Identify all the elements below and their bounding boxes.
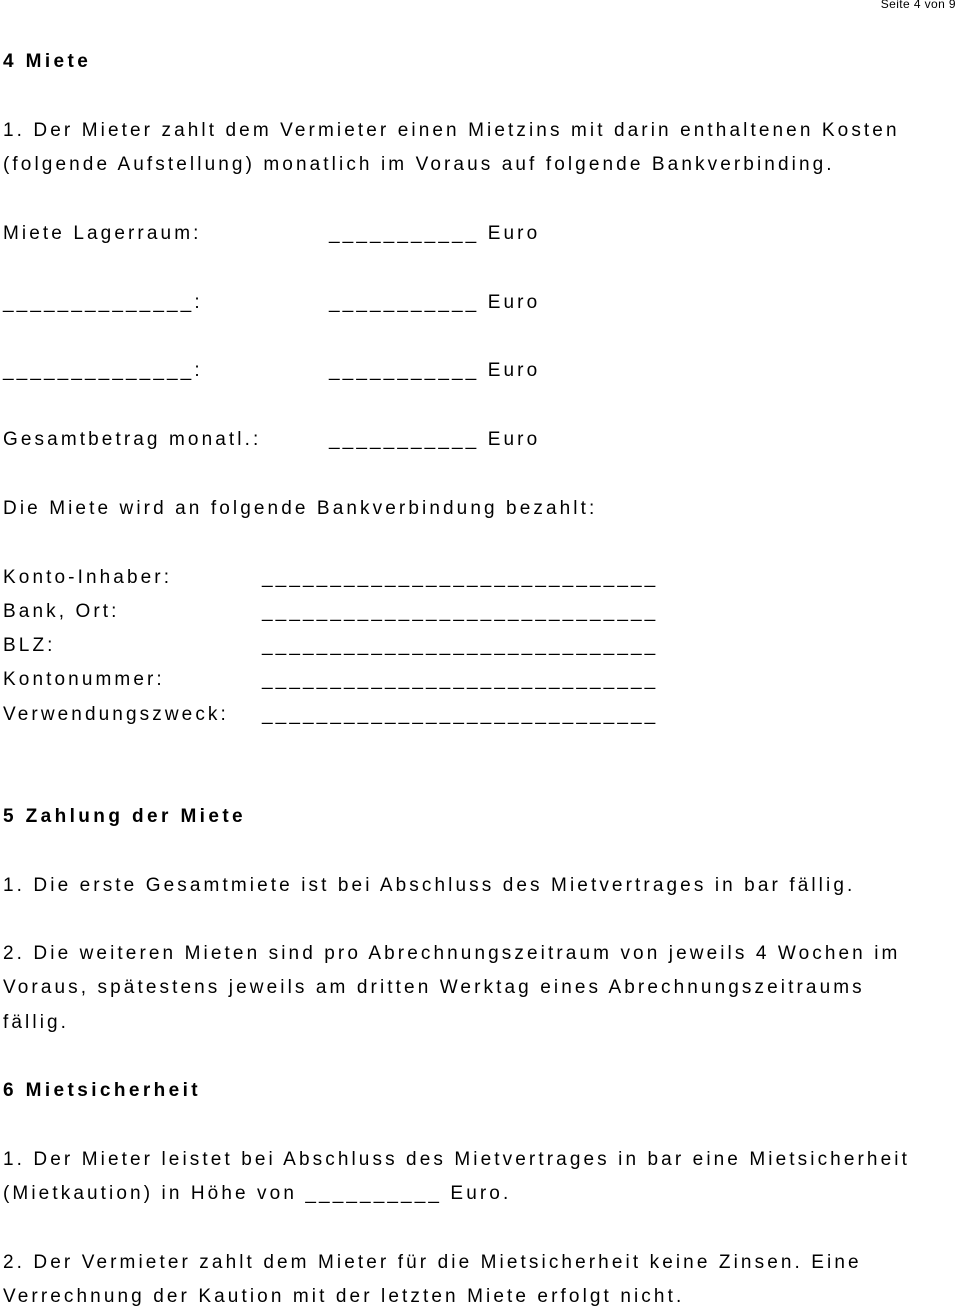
bank-field-bank-label: Bank, Ort: — [3, 601, 120, 622]
section-6-item-1-line-1: 1. Der Mieter leistet bei Abschluss des Mietvertrages in bar eine Mietsicherheit — [3, 1149, 910, 1170]
section-5-item-2-line-1: 2. Die weiteren Mieten sind pro Abrechnungszeitraum von jeweils 4 Wochen im — [3, 943, 901, 964]
section-5-item-2-line-3: fällig. — [3, 1012, 70, 1033]
section-6-heading: 6 Mietsicherheit — [3, 1080, 202, 1101]
section-4-para-1-line-1: 1. Der Mieter zahlt dem Vermieter einen Mietzins mit darin enthaltenen Kosten — [3, 120, 900, 141]
cost-row-rent-amount: ___________ Euro — [329, 223, 541, 244]
bank-field-blz-label: BLZ: — [3, 635, 56, 656]
bank-intro: Die Miete wird an folgende Bankverbindung bezahlt: — [3, 498, 598, 519]
bank-field-account-holder-label: Konto-Inhaber: — [3, 567, 173, 588]
page-number: Seite 4 von 9 — [880, 0, 956, 11]
section-6-item-1-line-2: (Mietkaution) in Höhe von __________ Euro. — [3, 1183, 512, 1204]
cost-row-2-label: ______________: — [3, 292, 203, 313]
section-5-heading: 5 Zahlung der Miete — [3, 806, 247, 827]
section-4-para-1-line-2: (folgende Aufstellung) monatlich im Voraus auf folgende Bankverbinding. — [3, 154, 835, 175]
bank-field-account-number-label: Kontonummer: — [3, 669, 165, 690]
bank-field-purpose-label: Verwendungszweck: — [3, 704, 229, 725]
cost-row-3-amount: ___________ Euro — [329, 360, 541, 381]
bank-field-bank-blank: _____________________________ — [262, 601, 659, 622]
bank-field-account-holder-blank: _____________________________ — [262, 567, 659, 588]
cost-row-total-label: Gesamtbetrag monatl.: — [3, 429, 262, 450]
section-5-item-2-line-2: Voraus, spätestens jeweils am dritten Werktag eines Abrechnungszeitraums — [3, 977, 865, 998]
section-5-item-1: 1. Die erste Gesamtmiete ist bei Abschluss des Mietvertrages in bar fällig. — [3, 875, 856, 896]
bank-field-blz-blank: _____________________________ — [262, 635, 659, 656]
cost-row-3-label: ______________: — [3, 360, 203, 381]
bank-field-account-number-blank: _____________________________ — [262, 669, 659, 690]
section-6-item-2-line-1: 2. Der Vermieter zahlt dem Mieter für die Mietsicherheit keine Zinsen. Eine — [3, 1252, 862, 1273]
cost-row-rent-label: Miete Lagerraum: — [3, 223, 202, 244]
section-6-item-2-line-2: Verrechnung der Kaution mit der letzten Miete erfolgt nicht. — [3, 1286, 685, 1307]
section-4-heading: 4 Miete — [3, 51, 92, 72]
cost-row-2-amount: ___________ Euro — [329, 292, 541, 313]
bank-field-purpose-blank: _____________________________ — [262, 704, 659, 725]
cost-row-total-amount: ___________ Euro — [329, 429, 541, 450]
